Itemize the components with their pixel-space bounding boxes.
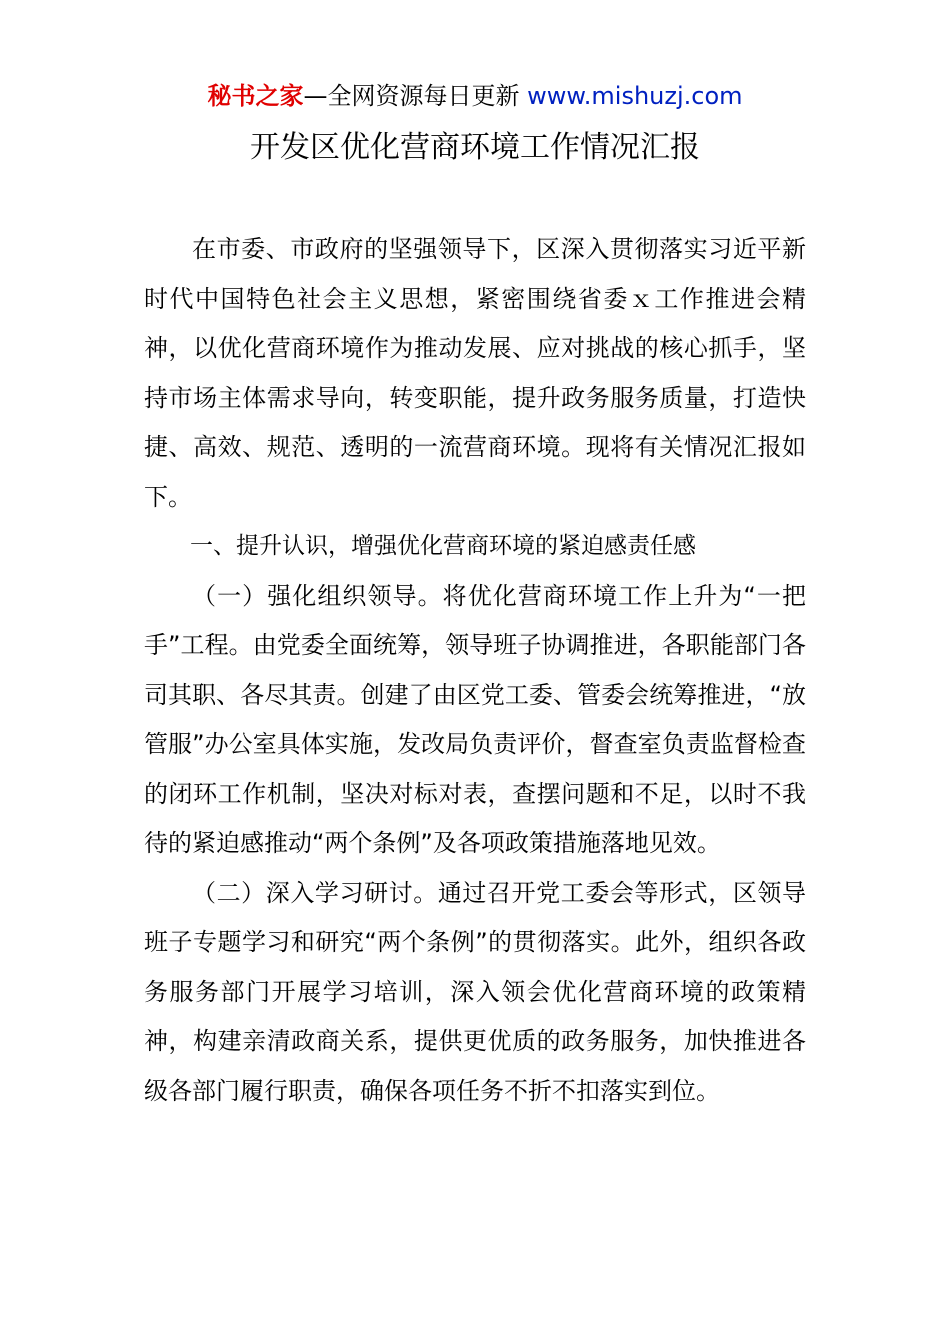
paragraph-organization: （一）强化组织领导。将优化营商环境工作上升为“一把手”工程。由党委全面统筹，领导班子协调推进，各职能部门各司其职、各尽其责。创建了由区党工委、管委会统筹推进，“放管服”办公室具体实施，发改局负责评价，督查室负责监督检查的闭环工作机制，坚决对标对表，查摆问题和不足，以时不我待的紧迫感推动“两个条例”及各项政策措施落地见效。 bbox=[144, 581, 806, 857]
brand-name: 秘书之家 bbox=[207, 82, 304, 110]
site-url-link[interactable]: www.mishuzj.com bbox=[527, 82, 743, 110]
section-heading: 一、提升认识，增强优化营商环境的紧迫感责任感 bbox=[190, 533, 696, 559]
site-tagline: —全网资源每日更新 bbox=[303, 82, 520, 110]
document-title: 开发区优化营商环境工作情况汇报 bbox=[250, 130, 700, 165]
site-header bbox=[0, 80, 950, 112]
document-body bbox=[144, 225, 806, 1116]
paragraph-study: （二）深入学习研讨。通过召开党工委会等形式，区领导班子专题学习和研究“两个条例”的贯彻落实。此外，组织各政务服务部门开展学习培训，深入领会优化营商环境的政策精神，构建亲清政商关系，提供更优质的政务服务，加快推进各级各部门履行职责，确保各项任务不折不扣落实到位。 bbox=[144, 878, 806, 1105]
intro-paragraph: 在市委、市政府的坚强领导下，区深入贯彻落实习近平新时代中国特色社会主义思想，紧密围绕省委ｘ工作推进会精神，以优化营商环境作为推动发展、应对挑战的核心抓手，坚持市场主体需求导向，转变职能，提升政务服务质量，打造快捷、高效、规范、透明的一流营商环境。现将有关情况汇报如下。 bbox=[144, 235, 806, 511]
